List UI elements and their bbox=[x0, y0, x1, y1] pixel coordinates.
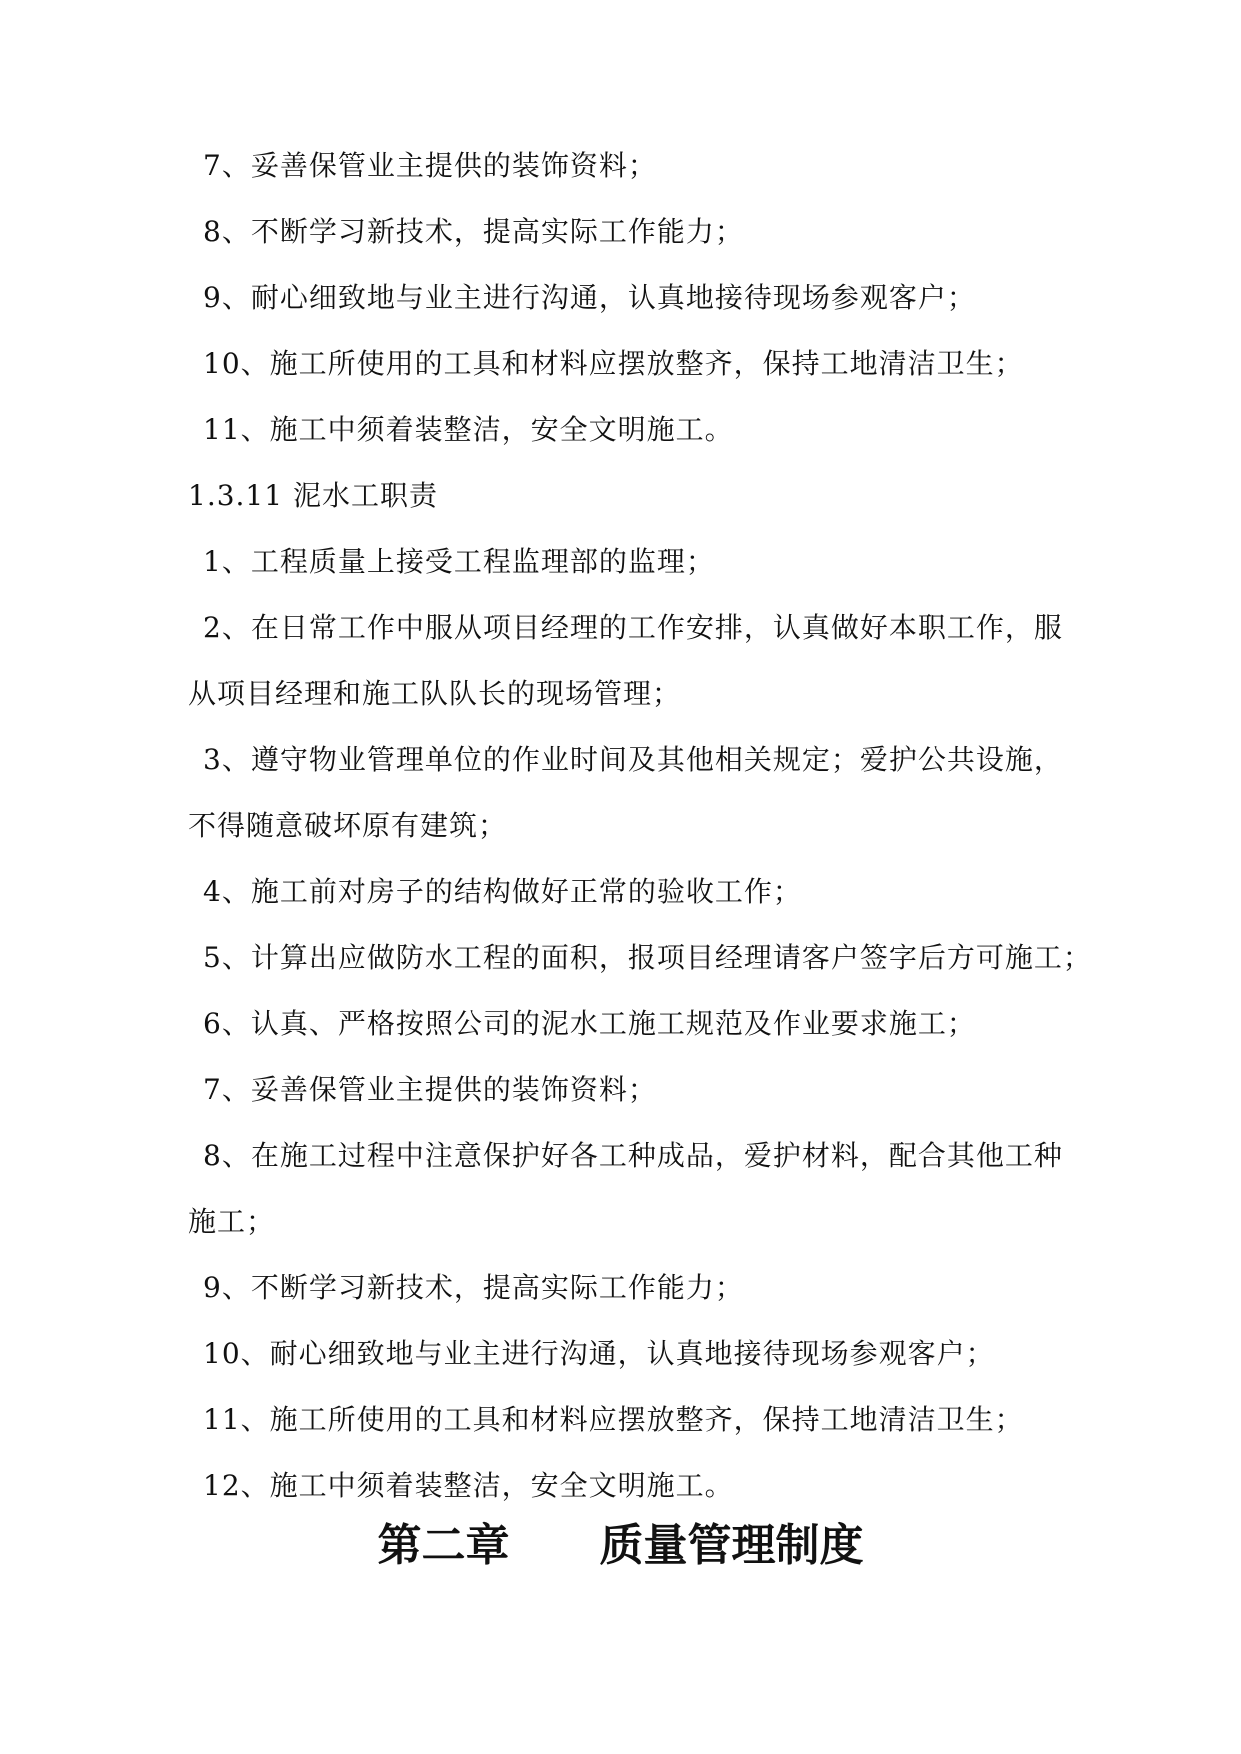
list-item-continuation: 不得随意破坏原有建筑； bbox=[188, 809, 508, 842]
list-item: 4、施工前对房子的结构做好正常的验收工作； bbox=[203, 875, 802, 908]
list-item: 2、在日常工作中服从项目经理的工作安排，认真做好本职工作，服 bbox=[203, 611, 1063, 644]
list-item: 11、施工所使用的工具和材料应摆放整齐，保持工地清洁卫生； bbox=[203, 1403, 1024, 1436]
section-heading: 1.3.11 泥水工职责 bbox=[188, 479, 438, 512]
list-item: 1、工程质量上接受工程监理部的监理； bbox=[203, 545, 715, 578]
list-item: 12、施工中须着装整洁，安全文明施工。 bbox=[203, 1469, 734, 1502]
chapter-title: 质量管理制度 bbox=[599, 1520, 864, 1571]
list-item: 10、施工所使用的工具和材料应摆放整齐，保持工地清洁卫生； bbox=[203, 347, 1024, 380]
list-item: 6、认真、严格按照公司的泥水工施工规范及作业要求施工； bbox=[203, 1007, 976, 1040]
list-item: 8、不断学习新技术，提高实际工作能力； bbox=[203, 215, 744, 248]
list-item: 5、计算出应做防水工程的面积，报项目经理请客户签字后方可施工； bbox=[203, 941, 1092, 974]
list-item: 7、妥善保管业主提供的装饰资料； bbox=[203, 149, 657, 182]
list-item: 10、耐心细致地与业主进行沟通，认真地接待现场参观客户； bbox=[203, 1337, 995, 1370]
list-item: 3、遵守物业管理单位的作业时间及其他相关规定；爱护公共设施， bbox=[203, 743, 1063, 776]
list-item-continuation: 从项目经理和施工队队长的现场管理； bbox=[188, 677, 682, 710]
list-item: 7、妥善保管业主提供的装饰资料； bbox=[203, 1073, 657, 1106]
list-item: 9、不断学习新技术，提高实际工作能力； bbox=[203, 1271, 744, 1304]
list-item: 9、耐心细致地与业主进行沟通，认真地接待现场参观客户； bbox=[203, 281, 976, 314]
chapter-heading bbox=[0, 1518, 1241, 1574]
list-item: 11、施工中须着装整洁，安全文明施工。 bbox=[203, 413, 734, 446]
list-item: 8、在施工过程中注意保护好各工种成品，爱护材料，配合其他工种 bbox=[203, 1139, 1063, 1172]
chapter-number: 第二章 bbox=[377, 1520, 510, 1571]
list-item-continuation: 施工； bbox=[188, 1205, 276, 1238]
